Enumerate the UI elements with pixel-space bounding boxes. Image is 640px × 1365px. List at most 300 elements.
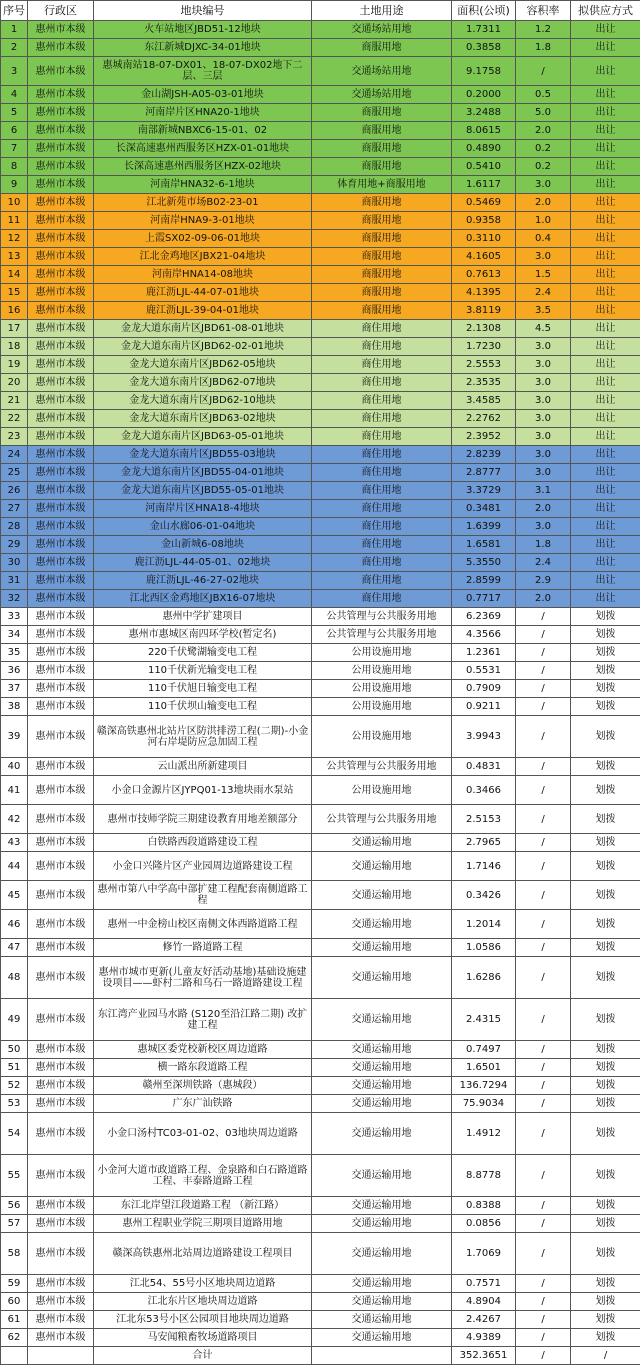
col-header-supply: 拟供应方式 bbox=[571, 1, 640, 21]
cell-plot: 金山水廊06-01-04地块 bbox=[94, 518, 312, 536]
cell-no: 20 bbox=[1, 374, 28, 392]
cell-area: 2.4267 bbox=[452, 1311, 516, 1329]
table-row bbox=[1, 572, 640, 590]
cell-area: 8.0615 bbox=[452, 122, 516, 140]
cell-supply: 出让 bbox=[571, 572, 640, 590]
cell-area: 2.8599 bbox=[452, 572, 516, 590]
cell-plot: 金龙大道东南片区JBD62-02-01地块 bbox=[94, 338, 312, 356]
cell-supply: 划拨 bbox=[571, 1155, 640, 1197]
cell-no: 53 bbox=[1, 1095, 28, 1113]
cell-supply: 出让 bbox=[571, 230, 640, 248]
cell-area: 3.8119 bbox=[452, 302, 516, 320]
cell-supply: 划拨 bbox=[571, 939, 640, 957]
cell-far: 4.5 bbox=[516, 320, 571, 338]
cell-use: 商住用地 bbox=[312, 518, 452, 536]
table-row bbox=[1, 776, 640, 805]
cell-supply: 划拨 bbox=[571, 1275, 640, 1293]
cell-no: 27 bbox=[1, 500, 28, 518]
table-row bbox=[1, 1155, 640, 1197]
col-header-use: 土地用途 bbox=[312, 1, 452, 21]
cell-no: 54 bbox=[1, 1113, 28, 1155]
cell-district: 惠州市本级 bbox=[28, 554, 94, 572]
cell-plot: 上霞SX02-09-06-01地块 bbox=[94, 230, 312, 248]
cell-district: 惠州市本级 bbox=[28, 176, 94, 194]
cell-far: / bbox=[516, 716, 571, 758]
cell-far: 3.0 bbox=[516, 518, 571, 536]
cell-far: / bbox=[516, 644, 571, 662]
cell-district: 惠州市本级 bbox=[28, 1155, 94, 1197]
table-row bbox=[1, 410, 640, 428]
cell-plot: 南部新城NBXC6-15-01、02 bbox=[94, 122, 312, 140]
cell-far: 2.4 bbox=[516, 284, 571, 302]
cell-plot: 马安闻粮畜牧场道路项目 bbox=[94, 1329, 312, 1347]
cell-district: 惠州市本级 bbox=[28, 1329, 94, 1347]
cell-far: / bbox=[516, 1077, 571, 1095]
total-far: / bbox=[516, 1347, 571, 1365]
cell-supply: 出让 bbox=[571, 338, 640, 356]
cell-district: 惠州市本级 bbox=[28, 1113, 94, 1155]
cell-area: 0.4890 bbox=[452, 140, 516, 158]
cell-supply: 划拨 bbox=[571, 1077, 640, 1095]
cell-area: 0.4831 bbox=[452, 758, 516, 776]
cell-far: / bbox=[516, 608, 571, 626]
cell-supply: 出让 bbox=[571, 536, 640, 554]
cell-plot: 江北54、55号小区地块周边道路 bbox=[94, 1275, 312, 1293]
cell-supply: 划拨 bbox=[571, 1059, 640, 1077]
cell-use: 交通运输用地 bbox=[312, 1155, 452, 1197]
cell-no: 48 bbox=[1, 957, 28, 999]
cell-far: 0.5 bbox=[516, 86, 571, 104]
cell-supply: 出让 bbox=[571, 39, 640, 57]
cell-plot: 赣州至深圳铁路（惠城段） bbox=[94, 1077, 312, 1095]
cell-use: 交通运输用地 bbox=[312, 1077, 452, 1095]
cell-far: 2.0 bbox=[516, 122, 571, 140]
cell-no: 8 bbox=[1, 158, 28, 176]
cell-area: 2.8239 bbox=[452, 446, 516, 464]
cell-plot: 云山派出所新建项目 bbox=[94, 758, 312, 776]
cell-area: 0.7717 bbox=[452, 590, 516, 608]
cell-use: 商服用地 bbox=[312, 158, 452, 176]
cell-use: 商服用地 bbox=[312, 248, 452, 266]
total-row bbox=[1, 1347, 640, 1365]
cell-far: / bbox=[516, 1293, 571, 1311]
cell-district: 惠州市本级 bbox=[28, 446, 94, 464]
cell-plot: 鹿江沥LJL-44-07-01地块 bbox=[94, 284, 312, 302]
cell-use: 公用设施用地 bbox=[312, 680, 452, 698]
cell-supply: 划拨 bbox=[571, 1197, 640, 1215]
cell-plot: 赣深高铁惠州北站周边道路建设工程项目 bbox=[94, 1233, 312, 1275]
table-row bbox=[1, 1095, 640, 1113]
cell-far: 5.0 bbox=[516, 104, 571, 122]
cell-no: 31 bbox=[1, 572, 28, 590]
cell-plot: 鹿江沥LJL-39-04-01地块 bbox=[94, 302, 312, 320]
cell-use: 公用设施用地 bbox=[312, 698, 452, 716]
cell-district: 惠州市本级 bbox=[28, 212, 94, 230]
table-row bbox=[1, 1059, 640, 1077]
cell-supply: 划拨 bbox=[571, 805, 640, 834]
cell-supply: 划拨 bbox=[571, 608, 640, 626]
cell-use: 商住用地 bbox=[312, 536, 452, 554]
cell-no: 2 bbox=[1, 39, 28, 57]
cell-use: 交通场站用地 bbox=[312, 86, 452, 104]
cell-area: 75.9034 bbox=[452, 1095, 516, 1113]
cell-supply: 划拨 bbox=[571, 1329, 640, 1347]
cell-use: 商住用地 bbox=[312, 356, 452, 374]
cell-area: 2.7965 bbox=[452, 834, 516, 852]
cell-supply: 出让 bbox=[571, 57, 640, 86]
cell-area: 2.3535 bbox=[452, 374, 516, 392]
cell-far: / bbox=[516, 852, 571, 881]
cell-area: 2.3952 bbox=[452, 428, 516, 446]
table-row bbox=[1, 212, 640, 230]
cell-use: 商住用地 bbox=[312, 572, 452, 590]
cell-district: 惠州市本级 bbox=[28, 852, 94, 881]
cell-supply: 出让 bbox=[571, 320, 640, 338]
cell-district: 惠州市本级 bbox=[28, 680, 94, 698]
cell-use: 交通运输用地 bbox=[312, 1095, 452, 1113]
cell-area: 1.0586 bbox=[452, 939, 516, 957]
cell-far: / bbox=[516, 680, 571, 698]
cell-use: 交通运输用地 bbox=[312, 1215, 452, 1233]
cell-district: 惠州市本级 bbox=[28, 248, 94, 266]
cell-far: 1.8 bbox=[516, 536, 571, 554]
cell-no: 50 bbox=[1, 1041, 28, 1059]
cell-use: 交通运输用地 bbox=[312, 999, 452, 1041]
cell-supply: 出让 bbox=[571, 158, 640, 176]
cell-no: 33 bbox=[1, 608, 28, 626]
cell-supply: 出让 bbox=[571, 554, 640, 572]
cell-area: 0.9358 bbox=[452, 212, 516, 230]
cell-plot: 金龙大道东南片区JBD62-07地块 bbox=[94, 374, 312, 392]
cell-no: 51 bbox=[1, 1059, 28, 1077]
cell-plot: 江北西区金鸡地区JBX16-07地块 bbox=[94, 590, 312, 608]
cell-plot: 小金口金源片区JYPQ01-13地块雨水泵站 bbox=[94, 776, 312, 805]
cell-use: 交通运输用地 bbox=[312, 957, 452, 999]
cell-area: 0.3481 bbox=[452, 500, 516, 518]
cell-supply: 出让 bbox=[571, 194, 640, 212]
cell-plot: 火车站地区JBD51-12地块 bbox=[94, 21, 312, 39]
cell-district: 惠州市本级 bbox=[28, 140, 94, 158]
cell-area: 8.8778 bbox=[452, 1155, 516, 1197]
cell-area: 2.5553 bbox=[452, 356, 516, 374]
cell-use: 商服用地 bbox=[312, 284, 452, 302]
cell-plot: 江北金鸡地区JBX21-04地块 bbox=[94, 248, 312, 266]
cell-use: 交通运输用地 bbox=[312, 852, 452, 881]
cell-no: 26 bbox=[1, 482, 28, 500]
table-row bbox=[1, 805, 640, 834]
cell-use: 商住用地 bbox=[312, 446, 452, 464]
cell-far: 3.1 bbox=[516, 482, 571, 500]
col-header-area: 面积(公顷) bbox=[452, 1, 516, 21]
table-row bbox=[1, 302, 640, 320]
table-row bbox=[1, 428, 640, 446]
table-row bbox=[1, 1233, 640, 1275]
cell-district: 惠州市本级 bbox=[28, 939, 94, 957]
table-row bbox=[1, 680, 640, 698]
table-row bbox=[1, 957, 640, 999]
table-row bbox=[1, 122, 640, 140]
table-row bbox=[1, 758, 640, 776]
cell-supply: 划拨 bbox=[571, 1041, 640, 1059]
cell-area: 0.3426 bbox=[452, 881, 516, 910]
cell-area: 3.2488 bbox=[452, 104, 516, 122]
cell-district: 惠州市本级 bbox=[28, 805, 94, 834]
cell-district: 惠州市本级 bbox=[28, 1275, 94, 1293]
cell-far: 3.0 bbox=[516, 176, 571, 194]
cell-no: 29 bbox=[1, 536, 28, 554]
cell-district: 惠州市本级 bbox=[28, 644, 94, 662]
cell-no: 52 bbox=[1, 1077, 28, 1095]
cell-supply: 划拨 bbox=[571, 680, 640, 698]
cell-supply: 划拨 bbox=[571, 999, 640, 1041]
cell-use: 交通运输用地 bbox=[312, 1059, 452, 1077]
cell-district: 惠州市本级 bbox=[28, 536, 94, 554]
cell-use: 交通运输用地 bbox=[312, 1329, 452, 1347]
cell-supply: 划拨 bbox=[571, 1233, 640, 1275]
cell-no: 15 bbox=[1, 284, 28, 302]
cell-district: 惠州市本级 bbox=[28, 1293, 94, 1311]
cell-district: 惠州市本级 bbox=[28, 881, 94, 910]
cell-supply: 划拨 bbox=[571, 957, 640, 999]
cell-district: 惠州市本级 bbox=[28, 662, 94, 680]
table-row bbox=[1, 104, 640, 122]
cell-no: 59 bbox=[1, 1275, 28, 1293]
cell-use: 公共管理与公共服务用地 bbox=[312, 608, 452, 626]
total-blank bbox=[28, 1347, 94, 1365]
cell-supply: 划拨 bbox=[571, 758, 640, 776]
cell-use: 交通运输用地 bbox=[312, 881, 452, 910]
cell-district: 惠州市本级 bbox=[28, 57, 94, 86]
cell-no: 17 bbox=[1, 320, 28, 338]
cell-use: 公共管理与公共服务用地 bbox=[312, 626, 452, 644]
cell-supply: 出让 bbox=[571, 248, 640, 266]
cell-supply: 划拨 bbox=[571, 1113, 640, 1155]
total-blank bbox=[312, 1347, 452, 1365]
cell-no: 30 bbox=[1, 554, 28, 572]
cell-far: / bbox=[516, 1095, 571, 1113]
cell-no: 40 bbox=[1, 758, 28, 776]
cell-no: 13 bbox=[1, 248, 28, 266]
cell-district: 惠州市本级 bbox=[28, 104, 94, 122]
cell-area: 1.7311 bbox=[452, 21, 516, 39]
cell-district: 惠州市本级 bbox=[28, 910, 94, 939]
cell-district: 惠州市本级 bbox=[28, 21, 94, 39]
cell-plot: 河南岸片区HNA20-1地块 bbox=[94, 104, 312, 122]
cell-far: / bbox=[516, 1197, 571, 1215]
cell-plot: 河南岸HNA14-08地块 bbox=[94, 266, 312, 284]
cell-supply: 出让 bbox=[571, 266, 640, 284]
cell-plot: 小金河大道市政道路工程、金泉路和白石路道路工程、丰泰路道路工程 bbox=[94, 1155, 312, 1197]
cell-far: 1.2 bbox=[516, 21, 571, 39]
cell-district: 惠州市本级 bbox=[28, 776, 94, 805]
cell-district: 惠州市本级 bbox=[28, 500, 94, 518]
cell-district: 惠州市本级 bbox=[28, 608, 94, 626]
cell-area: 0.5531 bbox=[452, 662, 516, 680]
cell-area: 4.9389 bbox=[452, 1329, 516, 1347]
cell-area: 3.3729 bbox=[452, 482, 516, 500]
table-row bbox=[1, 662, 640, 680]
cell-plot: 金龙大道东南片区JBD55-05-01地块 bbox=[94, 482, 312, 500]
cell-far: 0.4 bbox=[516, 230, 571, 248]
cell-district: 惠州市本级 bbox=[28, 1197, 94, 1215]
cell-plot: 惠城区委党校新校区周边道路 bbox=[94, 1041, 312, 1059]
cell-supply: 出让 bbox=[571, 21, 640, 39]
cell-no: 38 bbox=[1, 698, 28, 716]
cell-use: 商住用地 bbox=[312, 338, 452, 356]
cell-supply: 出让 bbox=[571, 104, 640, 122]
table-row bbox=[1, 482, 640, 500]
cell-far: / bbox=[516, 1233, 571, 1275]
cell-no: 19 bbox=[1, 356, 28, 374]
cell-plot: 江北东53号小区公园项目地块周边道路 bbox=[94, 1311, 312, 1329]
cell-use: 商服用地 bbox=[312, 104, 452, 122]
cell-far: 2.0 bbox=[516, 590, 571, 608]
cell-area: 2.5153 bbox=[452, 805, 516, 834]
cell-district: 惠州市本级 bbox=[28, 590, 94, 608]
cell-plot: 惠州一中金榜山校区南侧文体西路道路工程 bbox=[94, 910, 312, 939]
cell-far: 2.4 bbox=[516, 554, 571, 572]
cell-plot: 广东广汕铁路 bbox=[94, 1095, 312, 1113]
cell-far: / bbox=[516, 834, 571, 852]
cell-no: 37 bbox=[1, 680, 28, 698]
cell-supply: 出让 bbox=[571, 464, 640, 482]
cell-plot: 惠州市第八中学高中部扩建工程配套南侧道路工程 bbox=[94, 881, 312, 910]
cell-far: 3.0 bbox=[516, 464, 571, 482]
cell-no: 24 bbox=[1, 446, 28, 464]
table-row bbox=[1, 852, 640, 881]
cell-plot: 金龙大道东南片区JBD62-05地块 bbox=[94, 356, 312, 374]
cell-supply: 出让 bbox=[571, 356, 640, 374]
cell-use: 商服用地 bbox=[312, 122, 452, 140]
table-row bbox=[1, 608, 640, 626]
cell-no: 10 bbox=[1, 194, 28, 212]
cell-district: 惠州市本级 bbox=[28, 1215, 94, 1233]
cell-district: 惠州市本级 bbox=[28, 1095, 94, 1113]
cell-use: 公用设施用地 bbox=[312, 644, 452, 662]
cell-far: 3.0 bbox=[516, 248, 571, 266]
cell-far: 3.0 bbox=[516, 446, 571, 464]
cell-area: 2.4315 bbox=[452, 999, 516, 1041]
cell-use: 交通运输用地 bbox=[312, 1041, 452, 1059]
table-row bbox=[1, 536, 640, 554]
cell-supply: 划拨 bbox=[571, 776, 640, 805]
table-row bbox=[1, 284, 640, 302]
cell-use: 商住用地 bbox=[312, 554, 452, 572]
table-row bbox=[1, 194, 640, 212]
cell-far: 3.0 bbox=[516, 410, 571, 428]
cell-use: 商住用地 bbox=[312, 392, 452, 410]
cell-far: 3.5 bbox=[516, 302, 571, 320]
cell-plot: 长深高速惠州西服务区HZX-02地块 bbox=[94, 158, 312, 176]
col-header-district: 行政区 bbox=[28, 1, 94, 21]
cell-supply: 划拨 bbox=[571, 698, 640, 716]
table-row bbox=[1, 1275, 640, 1293]
table-row bbox=[1, 230, 640, 248]
cell-supply: 出让 bbox=[571, 428, 640, 446]
cell-far: / bbox=[516, 910, 571, 939]
col-header-no: 序号 bbox=[1, 1, 28, 21]
cell-far: / bbox=[516, 805, 571, 834]
cell-plot: 金龙大道东南片区JBD61-08-01地块 bbox=[94, 320, 312, 338]
cell-far: / bbox=[516, 1155, 571, 1197]
cell-use: 交通运输用地 bbox=[312, 939, 452, 957]
cell-area: 1.7069 bbox=[452, 1233, 516, 1275]
table-row bbox=[1, 1041, 640, 1059]
cell-supply: 划拨 bbox=[571, 910, 640, 939]
cell-area: 0.3466 bbox=[452, 776, 516, 805]
cell-area: 1.6501 bbox=[452, 1059, 516, 1077]
cell-plot: 长深高速惠州西服务区HZX-01-01地块 bbox=[94, 140, 312, 158]
cell-use: 商服用地 bbox=[312, 194, 452, 212]
cell-use: 公共管理与公共服务用地 bbox=[312, 758, 452, 776]
cell-supply: 出让 bbox=[571, 302, 640, 320]
cell-area: 4.3566 bbox=[452, 626, 516, 644]
cell-no: 55 bbox=[1, 1155, 28, 1197]
cell-district: 惠州市本级 bbox=[28, 158, 94, 176]
cell-no: 43 bbox=[1, 834, 28, 852]
cell-supply: 出让 bbox=[571, 212, 640, 230]
cell-far: / bbox=[516, 662, 571, 680]
cell-district: 惠州市本级 bbox=[28, 1059, 94, 1077]
cell-no: 16 bbox=[1, 302, 28, 320]
cell-plot: 小金口兴隆片区产业园周边道路建设工程 bbox=[94, 852, 312, 881]
cell-area: 3.9943 bbox=[452, 716, 516, 758]
cell-far: 0.2 bbox=[516, 158, 571, 176]
cell-no: 32 bbox=[1, 590, 28, 608]
cell-far: 3.0 bbox=[516, 428, 571, 446]
cell-area: 0.3110 bbox=[452, 230, 516, 248]
cell-no: 41 bbox=[1, 776, 28, 805]
cell-district: 惠州市本级 bbox=[28, 1041, 94, 1059]
cell-no: 12 bbox=[1, 230, 28, 248]
table-row bbox=[1, 356, 640, 374]
cell-supply: 出让 bbox=[571, 140, 640, 158]
cell-use: 体育用地+商服用地 bbox=[312, 176, 452, 194]
table-row bbox=[1, 999, 640, 1041]
cell-supply: 出让 bbox=[571, 446, 640, 464]
cell-far: 3.0 bbox=[516, 392, 571, 410]
cell-supply: 划拨 bbox=[571, 852, 640, 881]
cell-use: 商服用地 bbox=[312, 212, 452, 230]
table-row bbox=[1, 248, 640, 266]
cell-no: 7 bbox=[1, 140, 28, 158]
table-row bbox=[1, 1311, 640, 1329]
cell-district: 惠州市本级 bbox=[28, 716, 94, 758]
cell-no: 3 bbox=[1, 57, 28, 86]
cell-district: 惠州市本级 bbox=[28, 1077, 94, 1095]
cell-no: 58 bbox=[1, 1233, 28, 1275]
table-row bbox=[1, 1113, 640, 1155]
table-row bbox=[1, 500, 640, 518]
table-row bbox=[1, 338, 640, 356]
cell-far: 0.2 bbox=[516, 140, 571, 158]
cell-plot: 小金口汤村TC03-01-02、03地块周边道路 bbox=[94, 1113, 312, 1155]
cell-use: 交通运输用地 bbox=[312, 1197, 452, 1215]
cell-no: 14 bbox=[1, 266, 28, 284]
cell-area: 2.1308 bbox=[452, 320, 516, 338]
table-row bbox=[1, 834, 640, 852]
table-row bbox=[1, 716, 640, 758]
cell-no: 39 bbox=[1, 716, 28, 758]
table-row bbox=[1, 1197, 640, 1215]
cell-far: 2.9 bbox=[516, 572, 571, 590]
cell-far: 2.0 bbox=[516, 500, 571, 518]
cell-use: 商服用地 bbox=[312, 39, 452, 57]
cell-use: 交通运输用地 bbox=[312, 1233, 452, 1275]
cell-area: 5.3550 bbox=[452, 554, 516, 572]
cell-use: 商住用地 bbox=[312, 374, 452, 392]
cell-area: 0.7909 bbox=[452, 680, 516, 698]
